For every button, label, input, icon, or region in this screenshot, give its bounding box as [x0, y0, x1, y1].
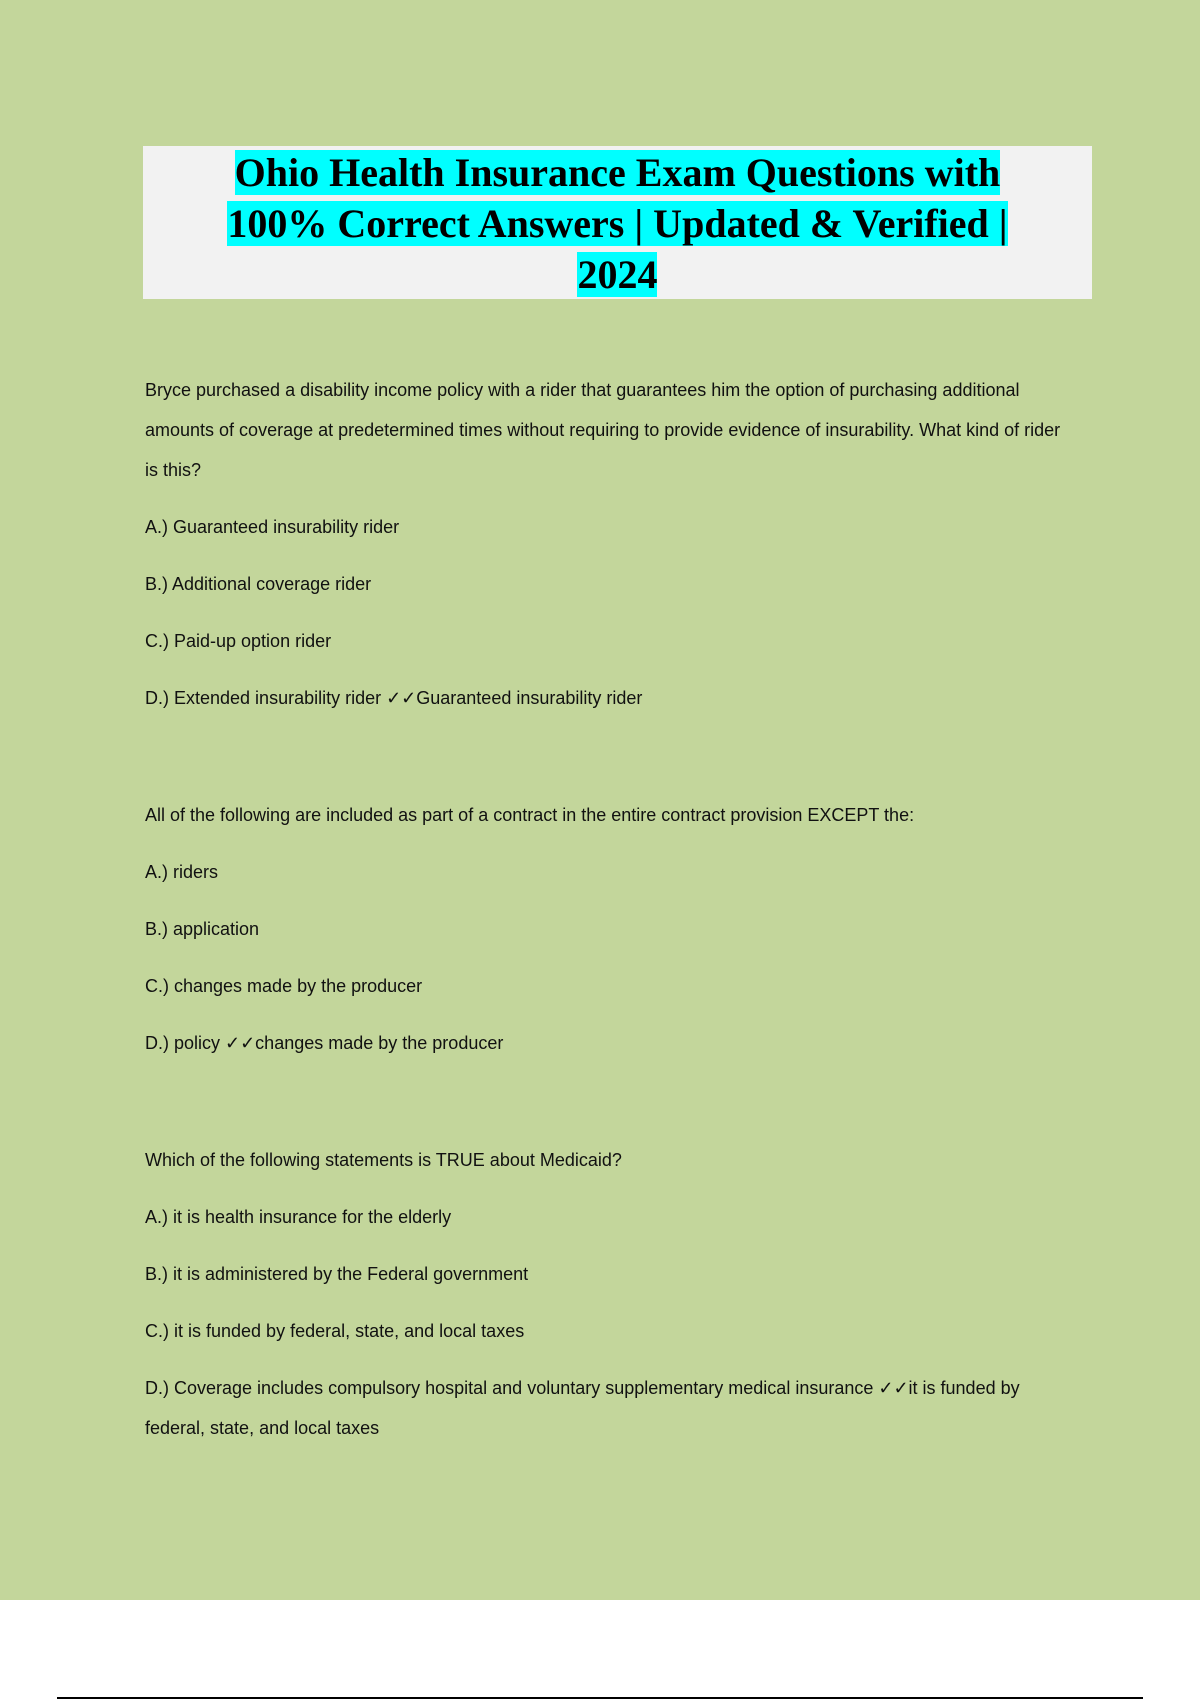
footer-divider — [57, 1697, 1143, 1699]
option-c: C.) Paid-up option rider — [145, 631, 332, 651]
title-line-3: 2024 — [577, 252, 658, 297]
option-a: A.) Guaranteed insurability rider — [145, 517, 400, 537]
question-list — [145, 370, 1065, 1448]
question-stem: Bryce purchased a disability income policy with a rider that guarantees him the option of purchasing additional amounts of coverage at predetermined times without requiring to provide evidence of insurability. What kind of rider is this? — [145, 380, 1061, 480]
title-line-1: Ohio Health Insurance Exam Questions with — [234, 150, 1001, 195]
question-2 — [145, 795, 1065, 1063]
document-title — [227, 147, 1007, 300]
title-box — [143, 146, 1092, 299]
option-a: A.) riders — [145, 862, 219, 882]
option-c: C.) it is funded by federal, state, and local taxes — [145, 1321, 525, 1341]
title-line-2: 100% Correct Answers | Updated & Verified | — [227, 201, 1008, 246]
option-b: B.) it is administered by the Federal government — [145, 1264, 529, 1284]
option-d-with-answer: D.) Coverage includes compulsory hospital and voluntary supplementary medical insurance ✓✓it is funded by federal, state, and local taxes — [145, 1378, 1020, 1438]
option-a: A.) it is health insurance for the elderly — [145, 1207, 452, 1227]
question-stem: Which of the following statements is TRUE about Medicaid? — [145, 1150, 622, 1170]
question-stem: All of the following are included as part of a contract in the entire contract provision EXCEPT the: — [145, 805, 915, 825]
option-c: C.) changes made by the producer — [145, 976, 423, 996]
option-b: B.) Additional coverage rider — [145, 574, 372, 594]
question-3 — [145, 1140, 1065, 1448]
option-b: B.) application — [145, 919, 260, 939]
option-d-with-answer: D.) policy ✓✓changes made by the producer — [145, 1033, 504, 1053]
option-d-with-answer: D.) Extended insurability rider ✓✓Guaranteed insurability rider — [145, 688, 643, 708]
question-1 — [145, 370, 1065, 718]
